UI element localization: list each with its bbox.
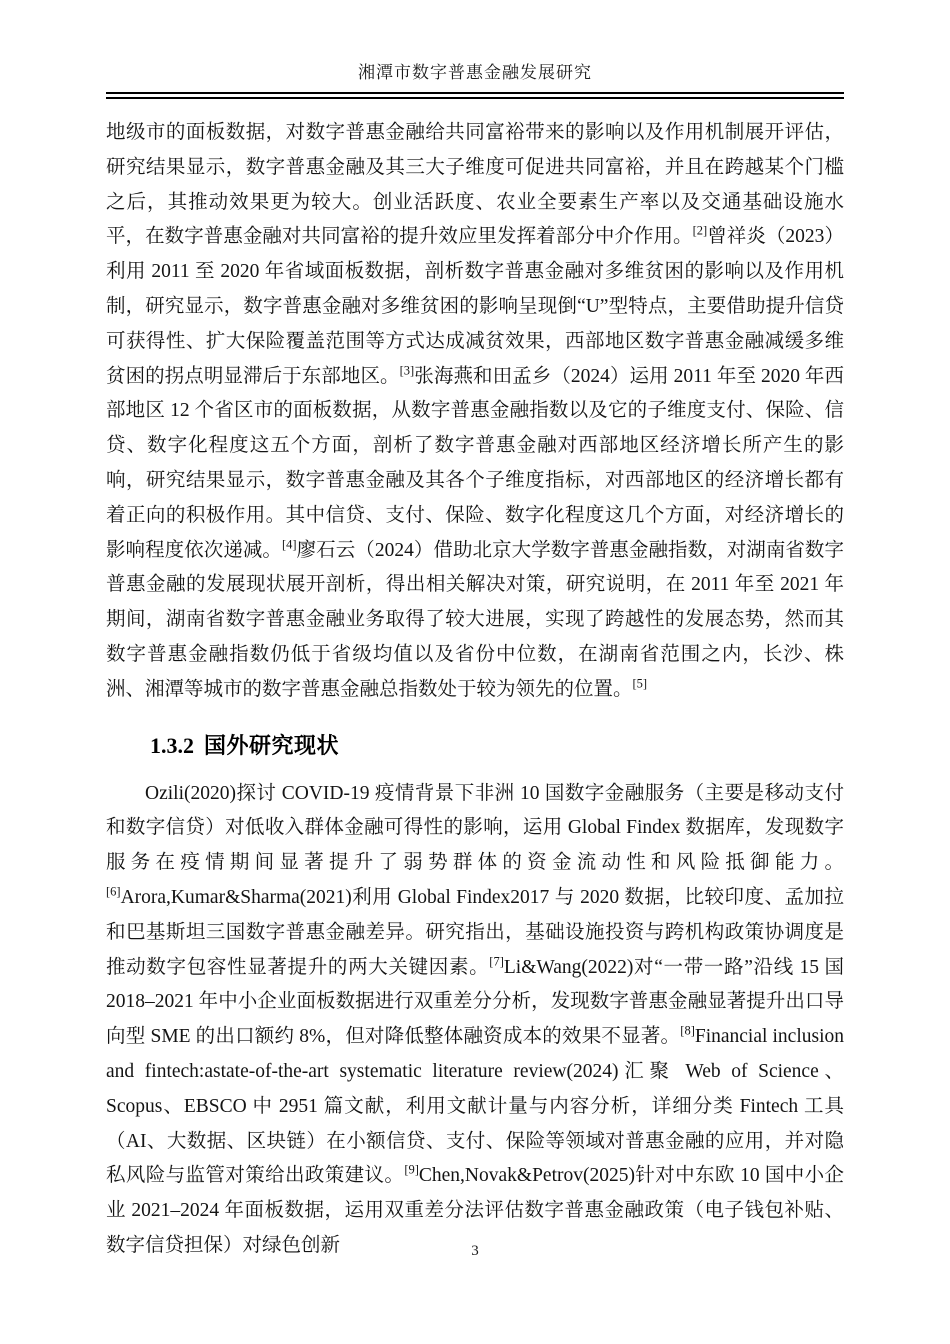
paragraph-domestic-research-continued (106, 116, 844, 708)
page-number: 3 (471, 1243, 479, 1259)
paragraph-text: 廖石云（2024）借助北京大学数字普惠金融指数，对湖南省数字普惠金融的发展现状展开剖析，得出相关解决对策，研究说明，在 2011 年至 2021 年期间，湖南省数字普惠金融业务取得了较大进展，实现了跨越性的发展态势，然而其数字普惠金融指数仍低于省级均值以及省份中位数，在湖南省范围之内，长沙、株洲、湘潭等城市的数字普惠金融总指数处于较为领先的位置。 (106, 539, 844, 700)
reference-superscript: [8] (680, 1023, 695, 1038)
paragraph-text: Li&Wang(2022)对“一带一路”沿线 15 国 2018–2021 年中小企业面板数据进行双重差分分析，发现数字普惠金融显著提升出口导向型 SME 的出口额约 8%，但对降低整体融资成本的效果不显著。 (106, 956, 844, 1048)
paragraph-text: Financial inclusion and fintech:astate-of-the-art systematic literature review(2024)汇聚 Web of Science、Scopus、EBSCO 中 2951 篇文献，利用文献计量与内容分析，详细分类 Fintech 工具（AI、大数据、区块链）在小额信贷、支付、保险等领域对普惠金融的应用，并对隐私风险与监管对策给出政策建议。 (106, 1026, 845, 1187)
section-title: 国外研究现状 (204, 732, 340, 758)
paragraph-foreign-research (106, 777, 844, 1264)
paragraph-text: Chen,Novak&Petrov(2025)针对中东欧 10 国中小企业 2021–2024 年面板数据，运用双重差分法评估数字普惠金融政策（电子钱包补贴、数字信贷担保）对绿色创新 (106, 1165, 844, 1256)
header-divider-rule (106, 92, 844, 99)
reference-superscript: [9] (404, 1162, 419, 1177)
section-number: 1.3.2 (150, 732, 194, 758)
paragraph-text: 张海燕和田孟乡（2024）运用 2011 年至 2020 年西部地区 12 个省区市的面板数据，从数字普惠金融指数以及它的子维度支付、保险、信贷、数字化程度这五个方面，剖析了数字普惠金融对西部地区经济增长所产生的影响，研究结果显示，数字普惠金融及其各个子维度指标，对西部地区的经济增长都有着正向的积极作用。其中信贷、支付、保险、数字化程度这几个方面，对经济增长的影响程度依次递减。 (106, 365, 844, 561)
reference-superscript: [7] (489, 954, 504, 969)
page-footer (0, 1243, 950, 1260)
running-head-title: 湘潭市数字普惠金融发展研究 (358, 63, 592, 82)
reference-superscript: [6] (106, 884, 121, 899)
paragraph-text: Ozili(2020)探讨 COVID-19 疫情背景下非洲 10 国数字金融服务（主要是移动支付和数字信贷）对低收入群体金融可得性的影响，运用 Global Findex 数据库，发现数字服务在疫情期间显著提升了弱势群体的资金流动性和风险抵御能力。 (106, 782, 844, 874)
reference-superscript: [4] (281, 537, 297, 552)
paragraph-text: 地级市的面板数据，对数字普惠金融给共同富裕带来的影响以及作用机制展开评估，研究结果显示，数字普惠金融及其三大子维度可促进共同富裕，并且在跨越某个门槛之后，其推动效果更为较大。创业活跃度、农业全要素生产率以及交通基础设施水平，在数字普惠金融对共同富裕的提升效应里发挥着部分中介作用。 (106, 122, 844, 248)
page-header (106, 58, 844, 99)
reference-superscript: [5] (632, 676, 648, 691)
paragraph-text: 曾祥炎（2023）利用 2011 至 2020 年省域面板数据，剖析数字普惠金融对多维贫困的影响以及作用机制，研究显示，数字普惠金融对多维贫困的影响呈现倒“U”型特点，主要借助提升信贷可获得性、扩大保险覆盖范围等方式达成减贫效果，西部地区数字普惠金融减缓多维贫困的拐点明显滞后于东部地区。 (106, 226, 844, 387)
page-body (106, 116, 844, 1264)
section-heading-1-3-2 (150, 729, 844, 760)
paragraph-text: Arora,Kumar&Sharma(2021)利用 Global Findex2017 与 2020 数据，比较印度、孟加拉和巴基斯坦三国数字普惠金融差异。研究指出，基础设施投资与跨机构政策协调度是推动数字包容性显著提升的两大关键因素。 (106, 886, 844, 978)
reference-superscript: [3] (399, 363, 415, 378)
reference-superscript: [2] (692, 223, 708, 238)
